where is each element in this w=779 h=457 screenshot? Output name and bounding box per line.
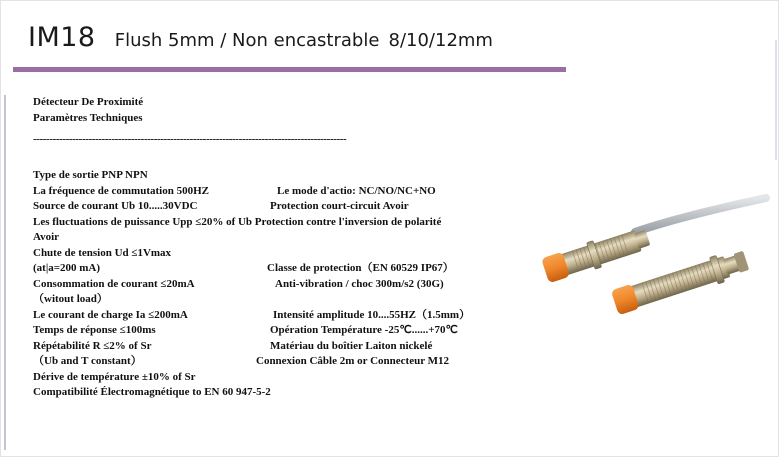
spec-row — [33, 354, 493, 370]
right-accent-line — [775, 40, 777, 160]
spec-row — [33, 277, 493, 293]
spec-label: Source de courant Ub 10.....30VDC — [33, 200, 198, 212]
spec-row — [33, 370, 493, 386]
spec-label: （witout load） — [33, 293, 108, 305]
spec-row — [33, 261, 493, 277]
spec-row — [33, 230, 493, 246]
spec-row — [33, 199, 493, 215]
spec-row — [33, 308, 493, 324]
spec-label: Type de sortie PNP NPN — [33, 169, 148, 181]
proximity-sensor-image — [540, 190, 770, 320]
spec-label: Avoir — [33, 231, 60, 243]
header-divider — [13, 67, 566, 72]
spec-row — [33, 168, 493, 184]
spec-label: Dérive de température ±10% of Sr — [33, 370, 196, 383]
sensing-distances: 8/10/12mm — [388, 30, 493, 51]
spec-value: Anti-vibration / choc 300m/s2 (30G) — [275, 277, 444, 290]
spec-row — [33, 184, 493, 200]
spec-label: La fréquence de commutation 500HZ — [33, 184, 209, 197]
page-header — [28, 22, 493, 56]
spec-value: Connexion Câble 2m or Connecteur M12 — [256, 355, 450, 367]
spec-label: Les fluctuations de puissance Upp ≤20% of Ub Protection contre l'inversion de polarité — [33, 215, 442, 228]
cable-sensor — [541, 224, 652, 284]
spec-value: Classe de protection（EN 60529 IP67） — [267, 262, 454, 274]
spec-value: Matériau du boîtier Laiton nickelé — [270, 339, 433, 352]
spec-label: Compatibilité Électromagnétique to EN 60 947-5-2 — [33, 386, 271, 398]
spec-label: Temps de réponse ≤100ms — [33, 324, 156, 336]
spec-row — [33, 292, 493, 308]
spec-label: Répétabilité R ≤2% of Sr — [33, 339, 152, 352]
spec-row — [33, 246, 493, 262]
spec-section: Paramètres Techniques — [33, 111, 143, 124]
separator-row — [33, 126, 493, 147]
spec-row — [33, 215, 493, 231]
spec-title-row — [33, 95, 493, 111]
spec-label: (at|a=200 mA) — [33, 262, 101, 274]
spec-value: Opération Température -25℃......+70℃ — [270, 324, 458, 336]
spec-value: Le mode d'actio: NC/NO/NC+NO — [277, 184, 436, 197]
left-accent-line — [4, 95, 6, 450]
connector-sensor — [611, 247, 751, 316]
spec-block — [33, 95, 493, 401]
dashed-separator: ------------------------------------------------------------------------------------------------ — [33, 133, 347, 145]
spec-label: （Ub and T constant） — [33, 355, 142, 367]
spec-row — [33, 323, 493, 339]
spec-section-row — [33, 111, 493, 127]
mounting-type: Flush 5mm / Non encastrable — [114, 30, 380, 51]
spec-row — [33, 385, 493, 401]
model-name: IM18 — [28, 22, 96, 53]
spec-value: Intensité amplitude 10....55HZ（1.5mm） — [273, 308, 471, 321]
spec-row — [33, 339, 493, 355]
spec-value: Protection court-circuit Avoir — [270, 200, 409, 212]
spacer-row — [33, 147, 493, 168]
spec-label: Consommation de courant ≤20mA — [33, 277, 195, 290]
sensor-cable — [635, 198, 766, 232]
spec-title: Détecteur De Proximité — [33, 96, 144, 108]
spec-label: Le courant de charge Ia ≤200mA — [33, 308, 188, 321]
spec-label: Chute de tension Ud ≤1Vmax — [33, 246, 172, 259]
